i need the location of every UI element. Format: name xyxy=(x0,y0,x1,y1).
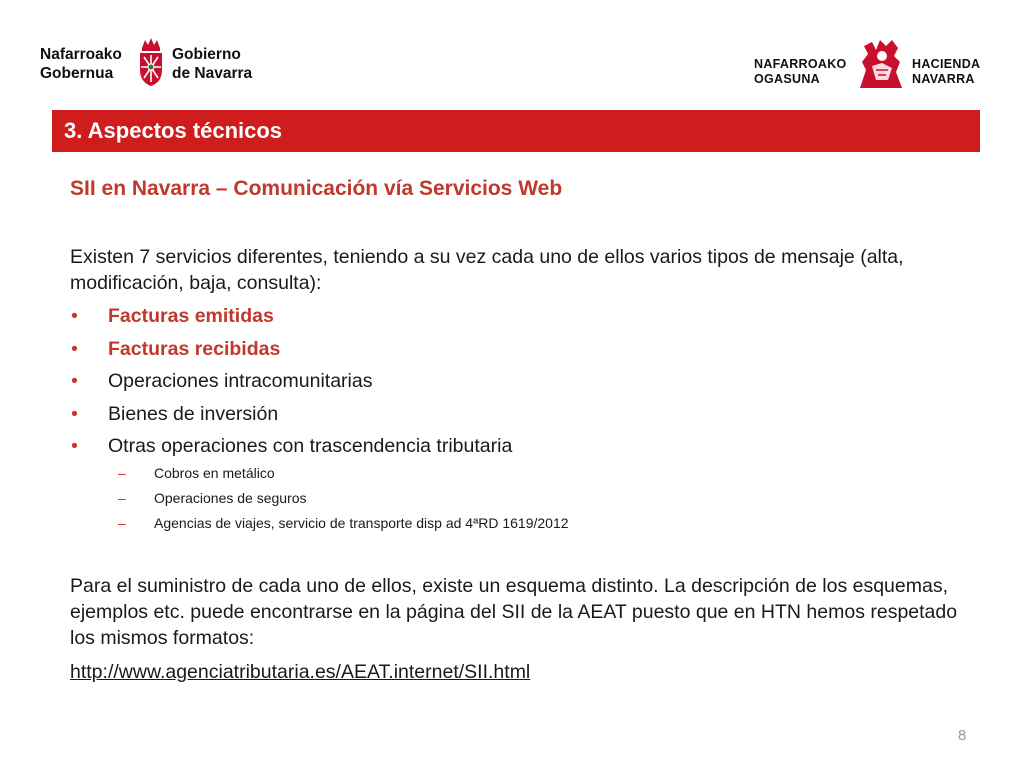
sub-list-item-label: Operaciones de seguros xyxy=(154,490,307,506)
bullet-marker: • xyxy=(71,435,78,457)
gobierno-navarra-logo xyxy=(40,34,260,94)
closing-paragraph: Para el suministro de cada uno de ellos, existe un esquema distinto. La descripción de los esquemas, ejemplos etc. puede encontrarse en la página del SII de la AEAT puesto que en HTN hemos respetado los mismos formatos: xyxy=(70,575,958,649)
sub-list-item xyxy=(110,513,569,538)
intro-paragraph: Existen 7 servicios diferentes, teniendo a su vez cada uno de ellos varios tipos de mensaje (alta, modificación, baja, consulta): xyxy=(70,246,904,294)
list-item xyxy=(70,402,512,435)
hacienda-figure-icon xyxy=(852,36,908,90)
sub-list-item-label: Cobros en metálico xyxy=(154,465,275,481)
list-item-label: Otras operaciones con trascendencia tributaria xyxy=(108,435,513,457)
sub-operations-list xyxy=(110,463,569,538)
page-number: 8 xyxy=(958,727,967,744)
logo-name-basque: Nafarroako Gobernua xyxy=(40,46,122,82)
logo-name-spanish: Gobierno de Navarra xyxy=(172,46,253,82)
logo-name-spanish: HACIENDA NAVARRA xyxy=(912,57,981,86)
dash-marker: – xyxy=(118,465,126,481)
dash-marker: – xyxy=(118,515,126,531)
services-list xyxy=(70,304,512,467)
aeat-sii-link[interactable]: http://www.agenciatributaria.es/AEAT.internet/SII.html xyxy=(70,661,531,683)
list-item-label: Facturas emitidas xyxy=(108,305,274,327)
hacienda-navarra-logo xyxy=(748,34,988,94)
sub-list-item xyxy=(110,463,569,488)
dash-marker: – xyxy=(118,490,126,506)
list-item-label: Facturas recibidas xyxy=(108,337,281,360)
list-item xyxy=(70,434,512,467)
list-item xyxy=(70,369,512,402)
list-item-label: Operaciones intracomunitarias xyxy=(108,370,373,392)
list-item xyxy=(70,337,512,370)
sub-list-item-label: Agencias de viajes, servicio de transporte disp ad 4ªRD 1619/2012 xyxy=(154,515,569,531)
sub-list-item xyxy=(110,488,569,513)
section-title: 3. Aspectos técnicos xyxy=(64,118,283,143)
section-title-banner xyxy=(52,110,980,152)
bullet-marker: • xyxy=(71,305,78,327)
list-item xyxy=(70,304,512,337)
list-item-label: Bienes de inversión xyxy=(108,402,279,425)
logo-name-basque: NAFARROAKO OGASUNA xyxy=(754,57,847,86)
bullet-marker: • xyxy=(71,370,78,392)
bullet-marker: • xyxy=(71,337,78,360)
bullet-marker: • xyxy=(71,402,78,425)
navarra-crest-icon xyxy=(136,36,166,88)
slide-subtitle: SII en Navarra – Comunicación vía Servicios Web xyxy=(70,177,563,200)
